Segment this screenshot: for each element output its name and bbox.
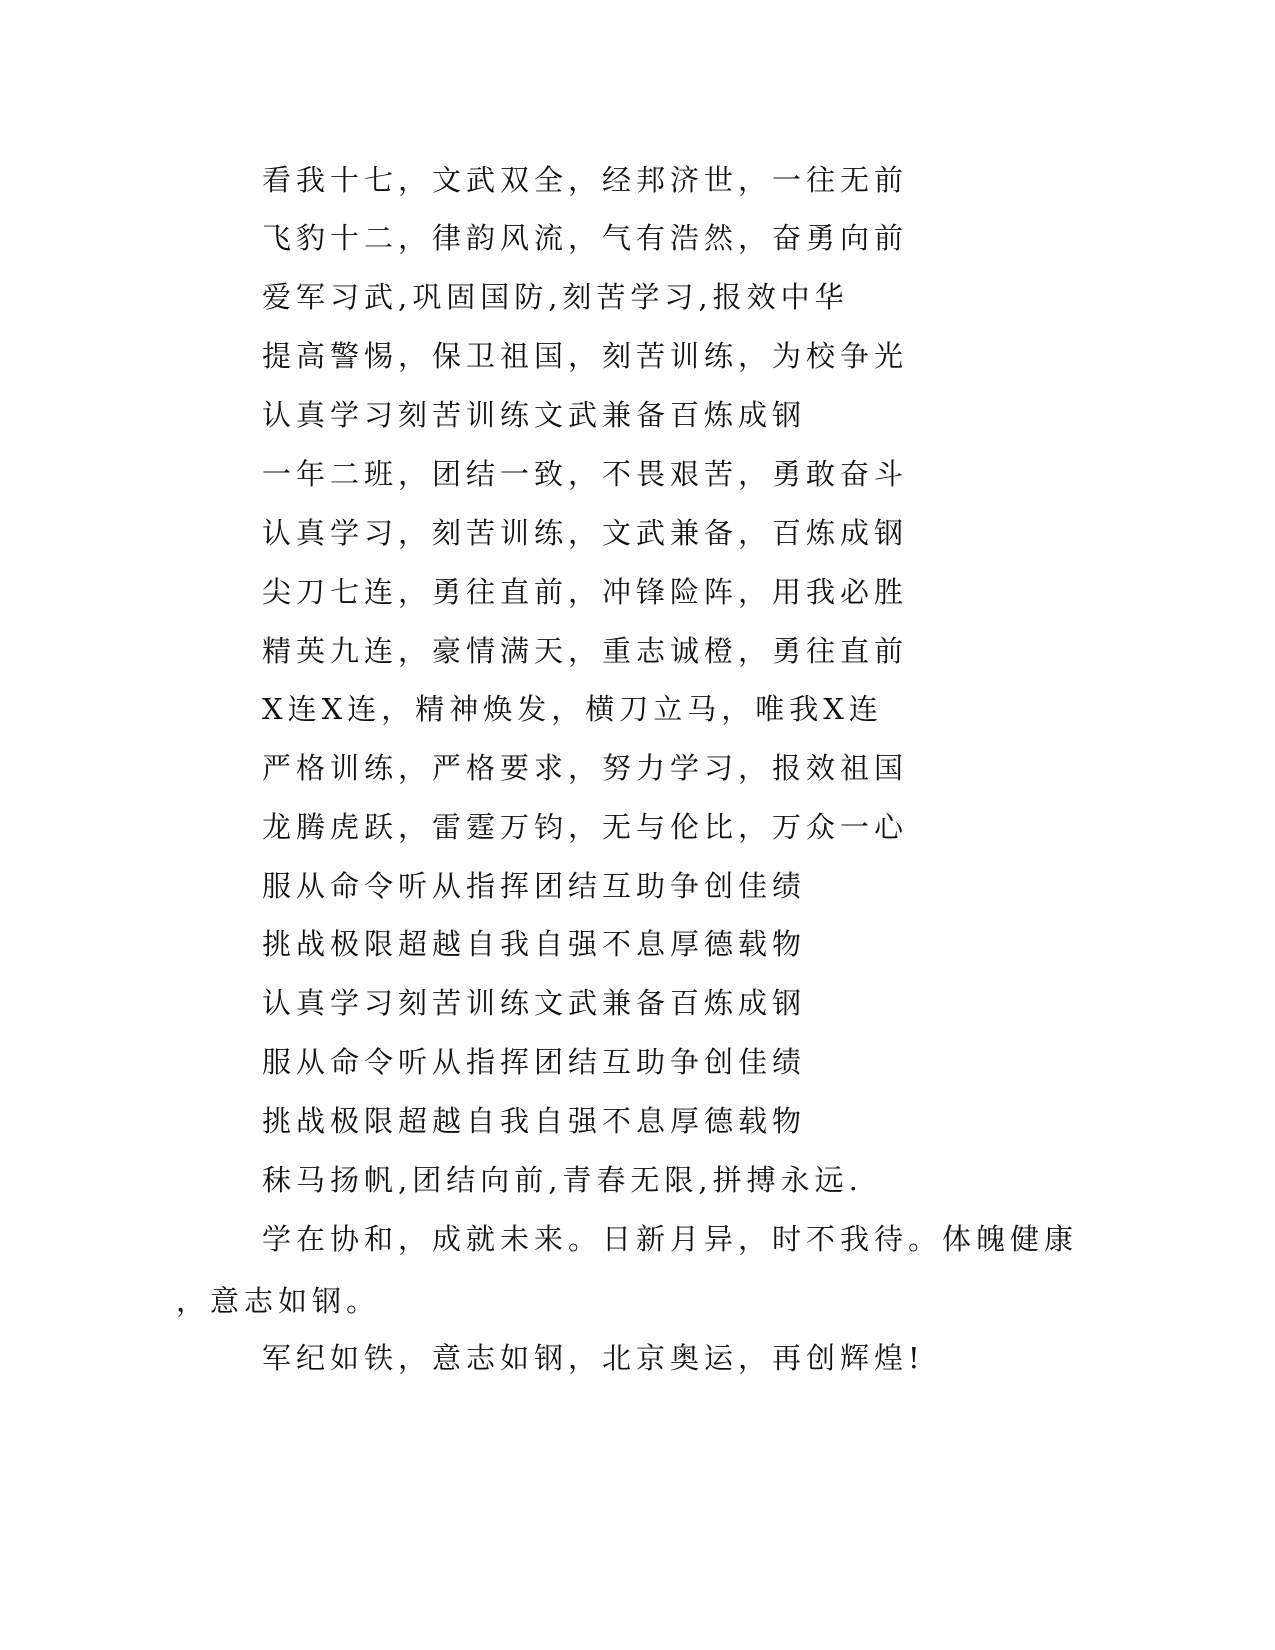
slogan-line: 爱军习武,巩固国防,刻苦学习,报效中华 xyxy=(262,280,849,314)
slogan-line: 认真学习，刻苦训练，文武兼备，百炼成钢 xyxy=(262,516,909,550)
slogan-line: 服从命令听从指挥团结互助争创佳绩 xyxy=(262,869,807,903)
slogan-line: 一年二班，团结一致，不畏艰苦，勇敢奋斗 xyxy=(262,457,909,491)
slogan-line: 服从命令听从指挥团结互助争创佳绩 xyxy=(262,1045,807,1079)
slogan-line: 严格训练，严格要求，努力学习，报效祖国 xyxy=(262,751,909,785)
slogan-line: 认真学习刻苦训练文武兼备百炼成钢 xyxy=(262,398,807,432)
slogan-line: 认真学习刻苦训练文武兼备百炼成钢 xyxy=(262,986,807,1020)
paragraph-line: ，意志如钢。 xyxy=(176,1284,381,1318)
slogan-line: 挑战极限超越自我自强不息厚德载物 xyxy=(262,1104,807,1138)
slogan-line: 精英九连，豪情满天，重志诚橙，勇往直前 xyxy=(262,634,909,668)
slogan-line: 提高警惕，保卫祖国，刻苦训练，为校争光 xyxy=(262,339,909,373)
slogan-line: 飞豹十二，律韵风流，气有浩然，奋勇向前 xyxy=(262,221,909,255)
paragraph xyxy=(176,1219,1079,1321)
paragraph-line: 学在协和，成就未来。日新月异，时不我待。体魄健康 xyxy=(262,1222,1079,1256)
slogan-line: X连X连，精神焕发，横刀立马，唯我X连 xyxy=(262,692,883,726)
slogan-line: 尖刀七连，勇往直前，冲锋险阵，用我必胜 xyxy=(262,575,909,609)
slogan-line: 挑战极限超越自我自强不息厚德载物 xyxy=(262,927,807,961)
paragraph: 军纪如铁，意志如钢，北京奥运，再创辉煌! xyxy=(262,1341,925,1375)
slogan-line: 看我十七，文武双全，经邦济世，一往无前 xyxy=(262,163,909,197)
slogan-line: 秣马扬帆,团结向前,青春无限,拼搏永远. xyxy=(262,1163,863,1197)
slogan-line: 龙腾虎跃，雷霆万钧，无与伦比，万众一心 xyxy=(262,810,909,844)
